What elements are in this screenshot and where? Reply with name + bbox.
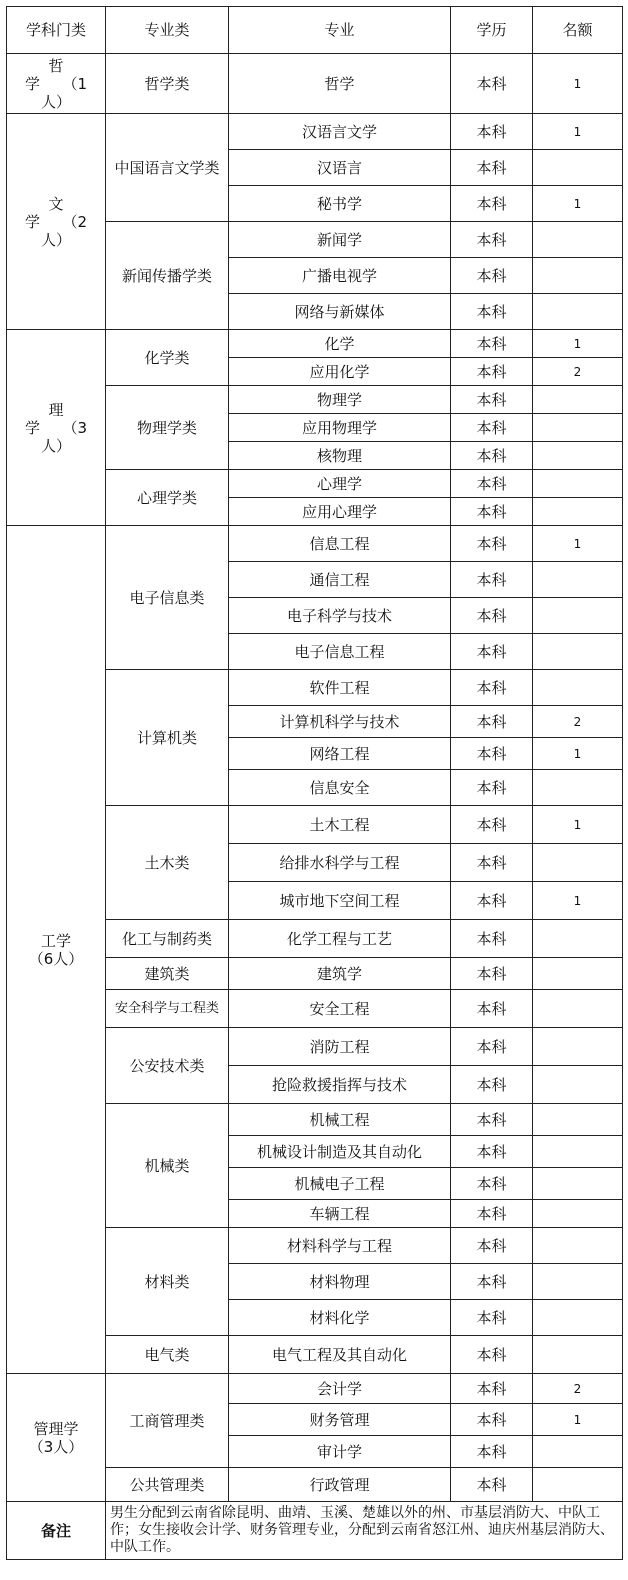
major-cell: 软件工程 <box>229 670 451 706</box>
table-row <box>7 114 623 150</box>
major-cell: 通信工程 <box>229 562 451 598</box>
major-cell: 材料化学 <box>229 1300 451 1336</box>
category-cell: 电气类 <box>106 1336 229 1374</box>
major-cell: 材料科学与工程 <box>229 1228 451 1264</box>
quota-cell <box>533 1336 623 1374</box>
degree-cell: 本科 <box>451 990 533 1028</box>
category-cell: 物理学类 <box>106 386 229 470</box>
degree-cell: 本科 <box>451 498 533 526</box>
header-discipline: 学科门类 <box>7 7 106 54</box>
header-category: 专业类 <box>106 7 229 54</box>
category-cell: 安全科学与工程类 <box>106 990 229 1028</box>
degree-cell: 本科 <box>451 150 533 186</box>
category-cell: 公安技术类 <box>106 1028 229 1104</box>
major-cell: 土木工程 <box>229 806 451 844</box>
major-cell: 化学工程与工艺 <box>229 920 451 958</box>
degree-cell: 本科 <box>451 562 533 598</box>
quota-cell: 1 <box>533 806 623 844</box>
quota-cell <box>533 1028 623 1066</box>
category-cell: 公共管理类 <box>106 1468 229 1502</box>
major-cell: 心理学 <box>229 470 451 498</box>
table-row <box>7 1374 623 1404</box>
major-cell: 应用化学 <box>229 358 451 386</box>
quota-cell <box>533 150 623 186</box>
major-cell: 电子信息工程 <box>229 634 451 670</box>
quota-cell <box>533 670 623 706</box>
quota-cell <box>533 1436 623 1468</box>
category-cell: 化工与制药类 <box>106 920 229 958</box>
category-cell: 中国语言文学类 <box>106 114 229 222</box>
major-cell: 核物理 <box>229 442 451 470</box>
quota-cell: 2 <box>533 358 623 386</box>
header-degree: 学历 <box>451 7 533 54</box>
degree-cell: 本科 <box>451 1336 533 1374</box>
degree-cell: 本科 <box>451 706 533 738</box>
table-body <box>7 54 623 1502</box>
degree-cell: 本科 <box>451 442 533 470</box>
major-cell: 审计学 <box>229 1436 451 1468</box>
quota-cell: 1 <box>533 526 623 562</box>
quota-cell: 2 <box>533 1374 623 1404</box>
discipline-cell: 理 学 （3 人） <box>7 330 106 526</box>
degree-cell: 本科 <box>451 526 533 562</box>
quota-cell <box>533 1468 623 1502</box>
major-cell: 抢险救援指挥与技术 <box>229 1066 451 1104</box>
degree-cell: 本科 <box>451 186 533 222</box>
degree-cell: 本科 <box>451 1404 533 1436</box>
category-cell: 化学类 <box>106 330 229 386</box>
major-cell: 应用物理学 <box>229 414 451 442</box>
major-cell: 建筑学 <box>229 958 451 990</box>
quota-cell: 1 <box>533 738 623 770</box>
table-row <box>7 330 623 358</box>
quota-cell <box>533 386 623 414</box>
quota-cell <box>533 958 623 990</box>
major-cell: 物理学 <box>229 386 451 414</box>
major-cell: 信息工程 <box>229 526 451 562</box>
quota-cell <box>533 498 623 526</box>
degree-cell: 本科 <box>451 1300 533 1336</box>
note-label: 备注 <box>7 1502 106 1560</box>
quota-cell <box>533 1228 623 1264</box>
major-cell: 给排水科学与工程 <box>229 844 451 882</box>
degree-cell: 本科 <box>451 54 533 114</box>
quota-cell <box>533 598 623 634</box>
quota-cell <box>533 222 623 258</box>
quota-cell: 1 <box>533 882 623 920</box>
table-row <box>7 526 623 562</box>
header-row <box>7 7 623 54</box>
degree-cell: 本科 <box>451 114 533 150</box>
degree-cell: 本科 <box>451 806 533 844</box>
major-cell: 汉语言文学 <box>229 114 451 150</box>
degree-cell: 本科 <box>451 844 533 882</box>
quota-cell: 1 <box>533 1404 623 1436</box>
degree-cell: 本科 <box>451 1028 533 1066</box>
quota-cell <box>533 1264 623 1300</box>
degree-cell: 本科 <box>451 470 533 498</box>
degree-cell: 本科 <box>451 1136 533 1168</box>
degree-cell: 本科 <box>451 222 533 258</box>
quota-cell <box>533 770 623 806</box>
quota-cell <box>533 1168 623 1200</box>
quota-cell: 1 <box>533 114 623 150</box>
major-cell: 财务管理 <box>229 1404 451 1436</box>
quota-cell <box>533 562 623 598</box>
category-cell: 心理学类 <box>106 470 229 526</box>
degree-cell: 本科 <box>451 414 533 442</box>
major-cell: 材料物理 <box>229 1264 451 1300</box>
degree-cell: 本科 <box>451 1264 533 1300</box>
note-text: 男生分配到云南省除昆明、曲靖、玉溪、楚雄以外的州、市基层消防大、中队工作；女生接收会计学、财务管理专业，分配到云南省怒江州、迪庆州基层消防大、中队工作。 <box>106 1502 623 1560</box>
degree-cell: 本科 <box>451 1200 533 1228</box>
degree-cell: 本科 <box>451 634 533 670</box>
major-quota-table <box>6 6 623 1560</box>
quota-cell: 1 <box>533 54 623 114</box>
degree-cell: 本科 <box>451 258 533 294</box>
quota-cell <box>533 1200 623 1228</box>
quota-cell <box>533 1066 623 1104</box>
category-cell: 建筑类 <box>106 958 229 990</box>
major-cell: 哲学 <box>229 54 451 114</box>
major-cell: 安全工程 <box>229 990 451 1028</box>
degree-cell: 本科 <box>451 1468 533 1502</box>
degree-cell: 本科 <box>451 386 533 414</box>
major-cell: 机械工程 <box>229 1104 451 1136</box>
degree-cell: 本科 <box>451 1374 533 1404</box>
major-cell: 应用心理学 <box>229 498 451 526</box>
degree-cell: 本科 <box>451 330 533 358</box>
quota-cell <box>533 920 623 958</box>
degree-cell: 本科 <box>451 882 533 920</box>
category-cell: 计算机类 <box>106 670 229 806</box>
quota-cell <box>533 442 623 470</box>
degree-cell: 本科 <box>451 670 533 706</box>
quota-cell <box>533 634 623 670</box>
discipline-cell: 管理学 （3人） <box>7 1374 106 1502</box>
quota-cell <box>533 294 623 330</box>
degree-cell: 本科 <box>451 1066 533 1104</box>
quota-cell <box>533 1104 623 1136</box>
category-cell: 机械类 <box>106 1104 229 1228</box>
major-cell: 电气工程及其自动化 <box>229 1336 451 1374</box>
quota-cell: 1 <box>533 330 623 358</box>
major-cell: 计算机科学与技术 <box>229 706 451 738</box>
quota-cell <box>533 1136 623 1168</box>
major-cell: 广播电视学 <box>229 258 451 294</box>
major-cell: 机械设计制造及其自动化 <box>229 1136 451 1168</box>
major-cell: 消防工程 <box>229 1028 451 1066</box>
header-major: 专业 <box>229 7 451 54</box>
degree-cell: 本科 <box>451 358 533 386</box>
discipline-cell: 工学 （6人） <box>7 526 106 1374</box>
major-cell: 电子科学与技术 <box>229 598 451 634</box>
major-cell: 化学 <box>229 330 451 358</box>
degree-cell: 本科 <box>451 958 533 990</box>
degree-cell: 本科 <box>451 738 533 770</box>
discipline-cell: 哲 学 （1 人） <box>7 54 106 114</box>
major-cell: 秘书学 <box>229 186 451 222</box>
major-cell: 机械电子工程 <box>229 1168 451 1200</box>
discipline-cell: 文 学 （2 人） <box>7 114 106 330</box>
degree-cell: 本科 <box>451 598 533 634</box>
degree-cell: 本科 <box>451 1168 533 1200</box>
degree-cell: 本科 <box>451 770 533 806</box>
quota-cell: 1 <box>533 186 623 222</box>
category-cell: 新闻传播学类 <box>106 222 229 330</box>
quota-cell <box>533 470 623 498</box>
degree-cell: 本科 <box>451 294 533 330</box>
major-cell: 行政管理 <box>229 1468 451 1502</box>
major-cell: 网络工程 <box>229 738 451 770</box>
major-cell: 网络与新媒体 <box>229 294 451 330</box>
quota-cell <box>533 414 623 442</box>
header-quota: 名额 <box>533 7 623 54</box>
quota-cell <box>533 844 623 882</box>
note-row <box>7 1502 623 1560</box>
major-cell: 新闻学 <box>229 222 451 258</box>
category-cell: 工商管理类 <box>106 1374 229 1468</box>
quota-cell <box>533 258 623 294</box>
major-cell: 汉语言 <box>229 150 451 186</box>
major-cell: 信息安全 <box>229 770 451 806</box>
category-cell: 电子信息类 <box>106 526 229 670</box>
degree-cell: 本科 <box>451 1228 533 1264</box>
degree-cell: 本科 <box>451 920 533 958</box>
category-cell: 土木类 <box>106 806 229 920</box>
quota-cell: 2 <box>533 706 623 738</box>
quota-cell <box>533 1300 623 1336</box>
category-cell: 材料类 <box>106 1228 229 1336</box>
major-cell: 城市地下空间工程 <box>229 882 451 920</box>
table-row <box>7 54 623 114</box>
degree-cell: 本科 <box>451 1436 533 1468</box>
major-cell: 会计学 <box>229 1374 451 1404</box>
quota-cell <box>533 990 623 1028</box>
category-cell: 哲学类 <box>106 54 229 114</box>
major-cell: 车辆工程 <box>229 1200 451 1228</box>
degree-cell: 本科 <box>451 1104 533 1136</box>
